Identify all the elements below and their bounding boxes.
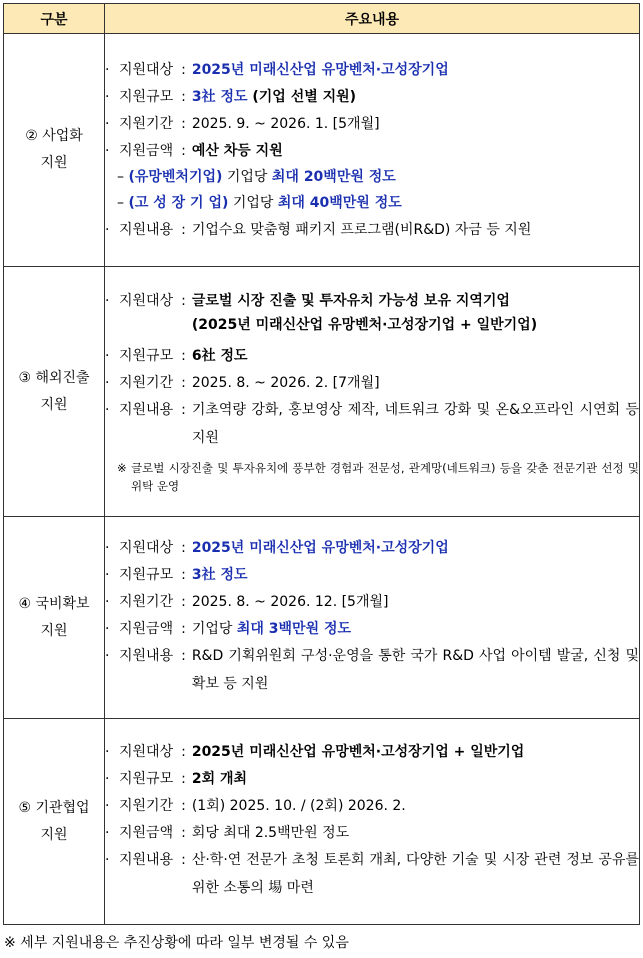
bullet: · — [105, 89, 110, 105]
detail-value: 2025. 9. ~ 2026. 1. [5개월] — [191, 116, 380, 132]
colon: : — [181, 375, 186, 391]
detail-label: 지원기간 — [119, 797, 174, 814]
colon: : — [181, 797, 186, 814]
detail-label: 지원규모 — [119, 566, 174, 583]
colon: : — [181, 348, 186, 364]
sub-amount: 최대 40백만원 정도 — [277, 195, 402, 211]
detail-line — [105, 565, 639, 585]
section-category — [4, 517, 105, 719]
sub-text: 기업당 — [222, 169, 272, 185]
detail-value: (기업 선별 지원) — [247, 89, 357, 105]
colon: : — [181, 222, 186, 238]
detail-value: 기업수요 맞춤형 패키지 프로그램(비R&D) 자금 등 지원 — [191, 222, 532, 238]
header-main-content: 주요내용 — [105, 4, 640, 34]
detail-label: 지원금액 — [119, 620, 174, 637]
support-programs-table — [3, 3, 640, 925]
detail-label: 지원내용 — [119, 222, 174, 238]
bullet: · — [105, 62, 110, 78]
detail-line — [105, 373, 639, 393]
bullet: · — [105, 824, 110, 841]
bullet: · — [105, 620, 110, 637]
footer-note: ※ 세부 지원내용은 추진상황에 따라 일부 변경될 수 있음 — [4, 935, 349, 951]
detail-line — [105, 850, 639, 902]
detail-line — [105, 742, 639, 762]
detail-value: 3社 정도 — [191, 566, 248, 583]
detail-label: 지원규모 — [119, 348, 174, 364]
detail-value: (1회) 2025. 10. / (2회) 2026. 2. — [191, 797, 406, 814]
detail-value: 글로벌 시장 진출 및 투자유치 가능성 보유 지역기업 — [191, 293, 510, 309]
sub-detail-line — [117, 193, 639, 213]
detail-value: 2025. 8. ~ 2026. 2. [7개월] — [191, 375, 380, 391]
detail-label: 지원기간 — [119, 593, 174, 610]
colon: : — [181, 770, 186, 787]
section-category — [4, 719, 105, 925]
detail-label: 지원금액 — [119, 143, 174, 159]
bullet: · — [105, 293, 110, 309]
detail-line — [105, 619, 639, 639]
dash: – — [117, 195, 124, 211]
bullet: · — [105, 593, 110, 610]
sub-category: (고 성 장 기 업) — [128, 195, 229, 211]
bullet: · — [105, 647, 110, 664]
category-line: ② 사업화 — [25, 128, 83, 144]
category-line: ③ 해외진출 — [18, 369, 90, 386]
detail-value-highlight: 3社 정도 — [191, 89, 248, 105]
detail-label: 지원대상 — [119, 539, 174, 556]
detail-line — [105, 796, 639, 816]
bullet: · — [105, 566, 110, 583]
bullet: · — [105, 375, 110, 391]
bullet: · — [105, 851, 110, 868]
colon: : — [181, 824, 186, 841]
detail-line — [105, 346, 639, 366]
detail-value: 2025년 미래신산업 유망벤처·고성장기업 — [191, 539, 449, 556]
section-content — [105, 34, 640, 267]
section-content — [105, 267, 640, 517]
detail-line — [105, 87, 639, 107]
detail-line — [105, 823, 639, 843]
detail-line — [105, 400, 639, 452]
note-text: 글로벌 시장진출 및 투자유치에 풍부한 경험과 전문성, 관계망(네트워크) 등을 갖춘 전문기관 선정 및 위탁 운영 — [131, 461, 639, 493]
colon: : — [181, 116, 186, 132]
category-line: 지원 — [40, 826, 68, 843]
detail-label: 지원규모 — [119, 89, 174, 105]
colon: : — [181, 851, 186, 868]
detail-line — [105, 291, 639, 339]
category-line: 지원 — [40, 396, 68, 413]
detail-label: 지원금액 — [119, 824, 174, 841]
bullet: · — [105, 402, 110, 418]
section-row — [4, 267, 640, 517]
sub-text: 기업당 — [228, 195, 278, 211]
detail-label: 지원내용 — [119, 851, 174, 868]
colon: : — [181, 566, 186, 583]
detail-value: 2025년 미래신산업 유망벤처·고성장기업 + 일반기업 — [191, 743, 525, 760]
detail-value: 2025. 8. ~ 2026. 12. [5개월] — [191, 593, 389, 610]
section-category — [4, 267, 105, 517]
category-line: ⑤ 기관협업 — [18, 799, 90, 816]
section-content — [105, 719, 640, 925]
detail-line — [105, 592, 639, 612]
sub-category: (유망벤처기업) — [128, 169, 223, 185]
bullet: · — [105, 222, 110, 238]
colon: : — [181, 89, 186, 105]
dash: – — [117, 169, 124, 185]
header-category: 구분 — [4, 4, 105, 34]
detail-line — [105, 141, 639, 161]
detail-line — [105, 646, 639, 698]
colon: : — [181, 743, 186, 760]
section-row — [4, 719, 640, 925]
detail-value: 기업당 — [191, 620, 237, 637]
detail-label: 지원대상 — [119, 62, 174, 78]
detail-value: 회당 최대 2.5백만원 정도 — [191, 824, 350, 841]
section-row — [4, 34, 640, 267]
bullet: · — [105, 116, 110, 132]
colon: : — [181, 62, 186, 78]
colon: : — [181, 293, 186, 309]
bullet: · — [105, 743, 110, 760]
detail-label: 지원기간 — [119, 116, 174, 132]
detail-value: R&D 기획위원회 구성·운영을 통한 국가 R&D 사업 아이템 발굴, 신청 및 확보 등 지원 — [191, 647, 639, 692]
section-category — [4, 34, 105, 267]
detail-value: 6社 정도 — [191, 348, 248, 364]
note-mark: ※ — [117, 461, 127, 475]
colon: : — [181, 143, 186, 159]
colon: : — [181, 620, 186, 637]
bullet: · — [105, 770, 110, 787]
detail-value: 예산 차등 지원 — [191, 143, 283, 159]
detail-value-continued: (2025년 미래신산업 유망벤처·고성장기업 + 일반기업) — [191, 317, 538, 333]
detail-value-highlight: 최대 3백만원 정도 — [236, 620, 352, 637]
sub-amount: 최대 20백만원 정도 — [271, 169, 396, 185]
colon: : — [181, 647, 186, 664]
detail-label: 지원규모 — [119, 770, 174, 787]
detail-line — [105, 60, 639, 80]
category-line: ④ 국비확보 — [18, 595, 90, 612]
sub-detail-line — [117, 167, 639, 187]
detail-line — [105, 769, 639, 789]
colon: : — [181, 539, 186, 556]
category-line: 지원 — [40, 622, 68, 639]
detail-line — [105, 538, 639, 558]
colon: : — [181, 402, 186, 418]
detail-label: 지원대상 — [119, 293, 174, 309]
detail-label: 지원기간 — [119, 375, 174, 391]
table-header-row — [4, 4, 640, 34]
section-row — [4, 517, 640, 719]
detail-label: 지원내용 — [119, 402, 174, 418]
bullet: · — [105, 539, 110, 556]
colon: : — [181, 593, 186, 610]
detail-value: 2회 개최 — [191, 770, 248, 787]
bullet: · — [105, 143, 110, 159]
note-line — [117, 459, 639, 495]
detail-value: 산·학·연 전문가 초청 토론회 개최, 다양한 기술 및 시장 관련 정보 공유를 위한 소통의 場 마련 — [191, 851, 639, 896]
category-line: 지원 — [40, 155, 68, 171]
detail-line — [105, 220, 639, 240]
section-content — [105, 517, 640, 719]
detail-label: 지원내용 — [119, 647, 174, 664]
bullet: · — [105, 797, 110, 814]
detail-value: 2025년 미래신산업 유망벤처·고성장기업 — [191, 62, 449, 78]
detail-line — [105, 114, 639, 134]
detail-value: 기초역량 강화, 홍보영상 제작, 네트워크 강화 및 온&오프라인 시연회 등 지원 — [191, 402, 639, 446]
detail-label: 지원대상 — [119, 743, 174, 760]
bullet: · — [105, 348, 110, 364]
